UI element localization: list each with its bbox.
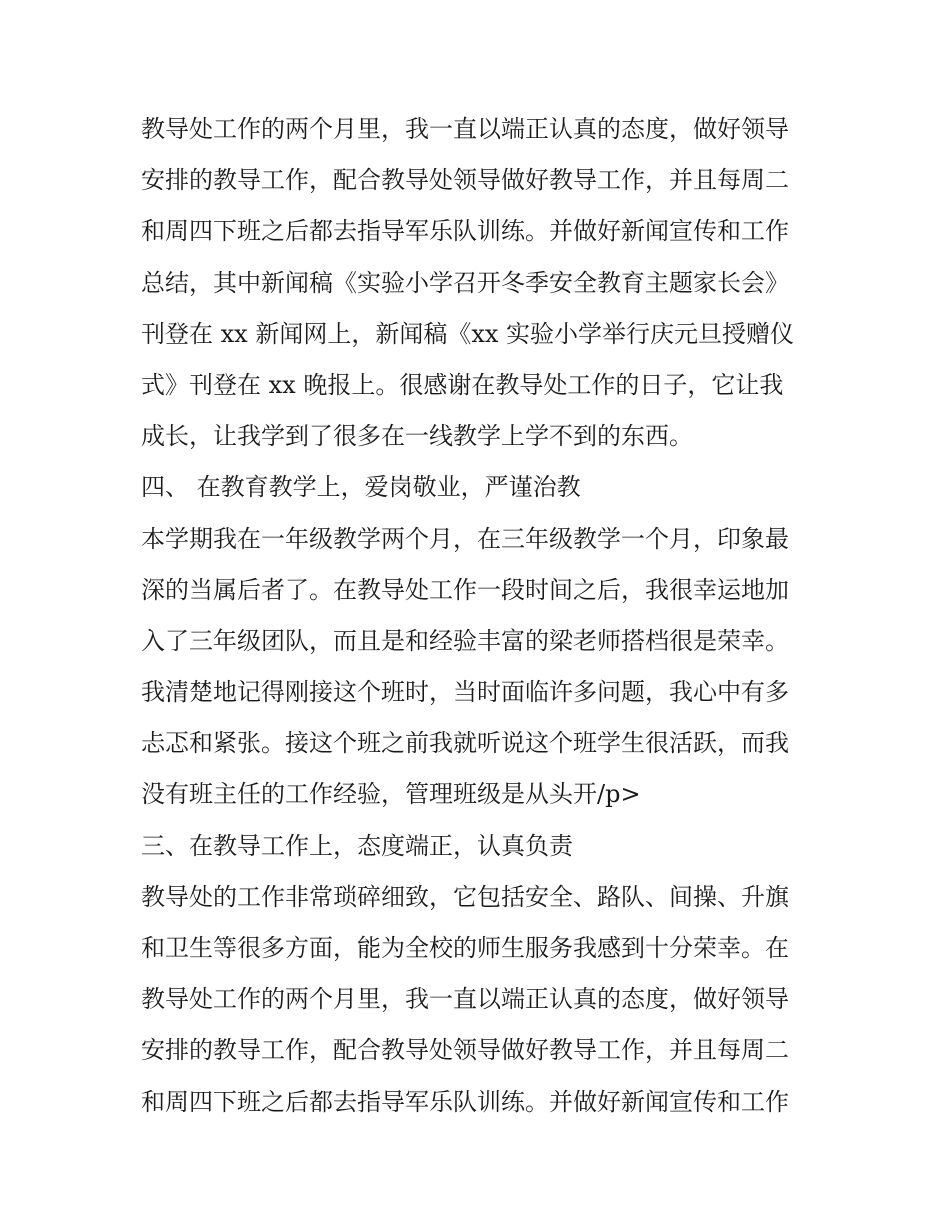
document-body [141,104,821,1128]
text-line: 安排的教导工作，配合教导处领导做好教导工作，并且每周二 [141,166,789,195]
text-line: 教导处工作的两个月里，我一直以端正认真的态度，做好领导 [141,115,789,143]
text-line: 忐忑和紧张。接这个班之前我就听说这个班学生很活跃，而我 [141,729,789,758]
text-line: 本学期我在一年级教学两个月，在三年级教学一个月，印象最 [141,524,789,553]
section-heading: 四、 在教育教学上，爱岗敬业，严谨治教 [141,473,581,502]
text-line: 教导处的工作非常琐碎细致，它包括安全、路队、间操、升旗 [141,882,789,911]
text-line: 和卫生等很多方面，能为全校的师生服务我感到十分荣幸。在 [141,934,789,962]
text-line: 和周四下班之后都去指导军乐队训练。并做好新闻宣传和工作 [141,217,789,246]
text-line: 式》刊登在 xx 晚报上。很感谢在教导处工作的日子，它让我 [141,370,784,399]
text-line: 我清楚地记得刚接这个班时，当时面临许多问题，我心中有多 [141,678,789,707]
text-line: 教导处工作的两个月里，我一直以端正认真的态度，做好领导 [141,985,789,1014]
text-line: 入了三年级团队，而且是和经验丰富的梁老师搭档很是荣幸。 [141,626,789,655]
text-line: 成长，让我学到了很多在一线教学上学不到的东西。 [141,422,693,451]
text-line: 安排的教导工作，配合教导处领导做好教导工作，并且每周二 [141,1036,789,1065]
text-line: 刊登在 xx 新闻网上，新闻稿《xx 实验小学举行庆元旦授赠仪 [141,319,795,348]
text-line: 总结，其中新闻稿《实验小学召开冬季安全教育主题家长会》 [141,268,789,297]
text-line: 和周四下班之后都去指导军乐队训练。并做好新闻宣传和工作 [141,1087,789,1116]
text-line: 没有班主任的工作经验，管理班级是从头开/p> [141,780,641,809]
text-line: 深的当属后者了。在教导处工作一段时间之后，我很幸运地加 [141,575,789,604]
section-heading: 三、在教导工作上，态度端正，认真负责 [141,831,573,860]
